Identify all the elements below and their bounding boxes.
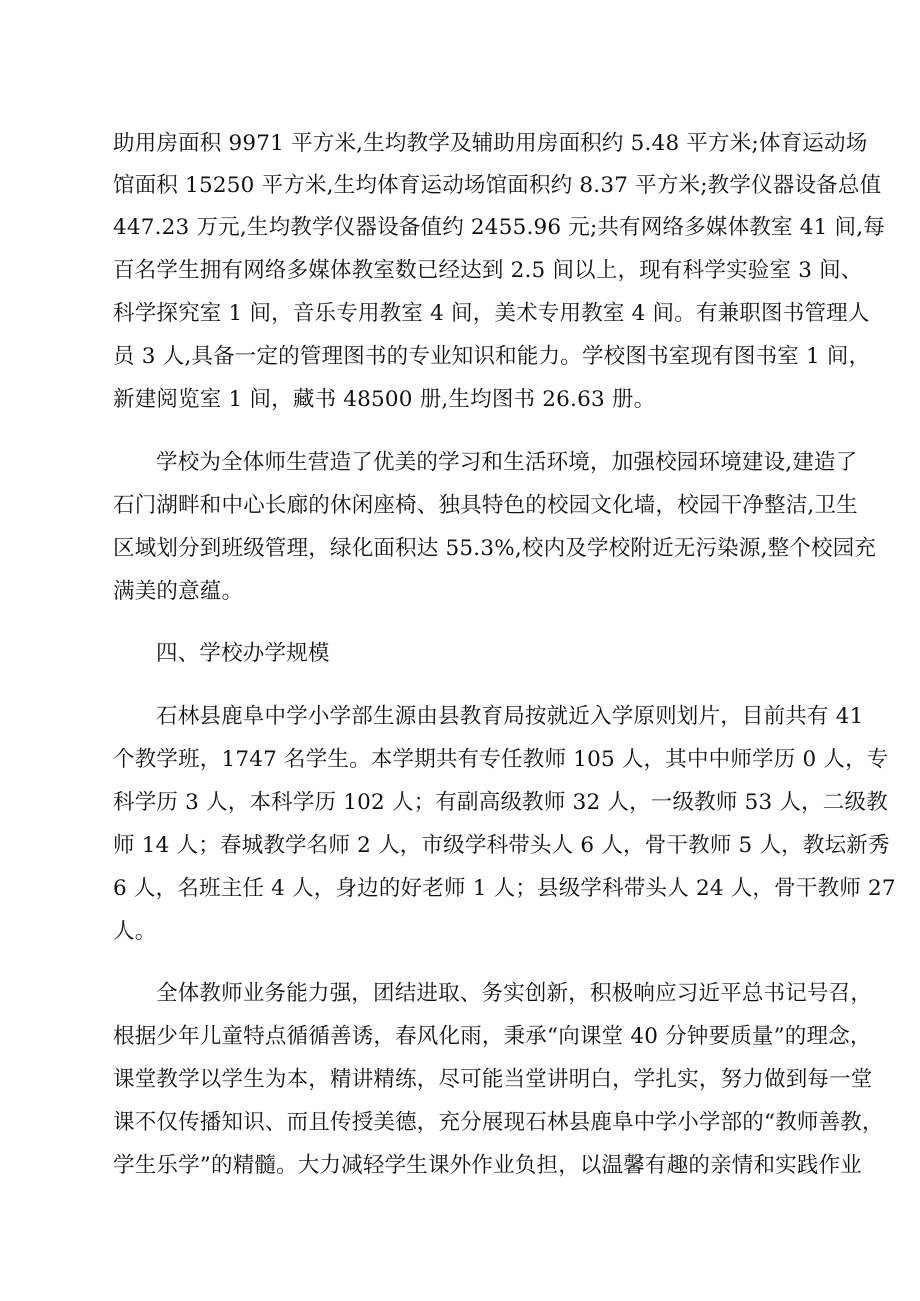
paragraph-1-line-3: 447.23 万元,生均教学仪器设备值约 2455.96 元;共有网络多媒体教室 41 间,每 <box>113 215 885 240</box>
paragraph-4-line-3: 课堂教学以学生为本，精讲精练，尽可能当堂讲明白，学扎实，努力做到每一堂 <box>113 1067 873 1092</box>
paragraph-4-line-5: 学生乐学”的精髓。大力减轻学生课外作业负担，以温馨有趣的亲情和实践作业 <box>113 1153 862 1178</box>
paragraph-3-line-1: 石林县鹿阜中学小学部生源由县教育局按就近入学原则划片，目前共有 41 <box>156 704 864 729</box>
paragraph-3-line-2: 个教学班，1747 名学生。本学期共有专任教师 105 人，其中中师学历 0 人，专 <box>113 747 889 772</box>
paragraph-4-line-1: 全体教师业务能力强，团结进取、务实创新，积极响应习近平总书记号召， <box>156 981 873 1006</box>
paragraph-1-line-6: 员 3 人,具备一定的管理图书的专业知识和能力。学校图书室现有图书室 1 间， <box>113 344 871 369</box>
paragraph-4-line-2: 根据少年儿童特点循循善诱，春风化雨，秉承“向课堂 40 分钟要质量”的理念， <box>113 1024 872 1049</box>
paragraph-4-line-4: 课不仅传播知识、而且传授美德，充分展现石林县鹿阜中学小学部的“教师善教， <box>113 1110 884 1135</box>
paragraph-2-line-1: 学校为全体师生营造了优美的学习和生活环境，加强校园环境建设,建造了 <box>156 450 858 475</box>
paragraph-2-line-3: 区域划分到班级管理，绿化面积达 55.3%,校内及学校附近无污染源,整个校园充 <box>113 536 877 561</box>
paragraph-1-line-7: 新建阅览室 1 间，藏书 48500 册,生均图书 26.63 册。 <box>113 387 656 412</box>
paragraph-2-line-4: 满美的意蕴。 <box>113 579 244 604</box>
paragraph-1-line-4: 百名学生拥有网络多媒体教室数已经达到 2.5 间以上，现有科学实验室 3 间、 <box>113 258 863 283</box>
paragraph-2-line-2: 石门湖畔和中心长廊的休闲座椅、独具特色的校园文化墙，校园干净整洁,卫生 <box>113 493 858 518</box>
paragraph-3-line-5: 6 人，名班主任 4 人，身边的好老师 1 人；县级学科带头人 24 人，骨干教师 27 <box>113 876 896 901</box>
paragraph-1-line-1: 助用房面积 9971 平方米,生均教学及辅助用房面积约 5.48 平方米;体育运动场 <box>113 131 868 156</box>
paragraph-3-line-3: 科学历 3 人，本科学历 102 人；有副高级教师 32 人，一级教师 53 人，二级教 <box>113 790 888 815</box>
paragraph-3-line-4: 师 14 人；春城教学名师 2 人，市级学科带头人 6 人，骨干教师 5 人，教坛新秀 <box>113 833 890 858</box>
paragraph-3-line-6: 人。 <box>113 919 157 944</box>
section-heading: 四、学校办学规模 <box>156 641 330 666</box>
paragraph-1-line-2: 馆面积 15250 平方米,生均体育运动场馆面积约 8.37 平方米;教学仪器设备总值 <box>113 173 882 198</box>
paragraph-1-line-5: 科学探究室 1 间，音乐专用教室 4 间，美术专用教室 4 间。有兼职图书管理人 <box>113 301 870 326</box>
